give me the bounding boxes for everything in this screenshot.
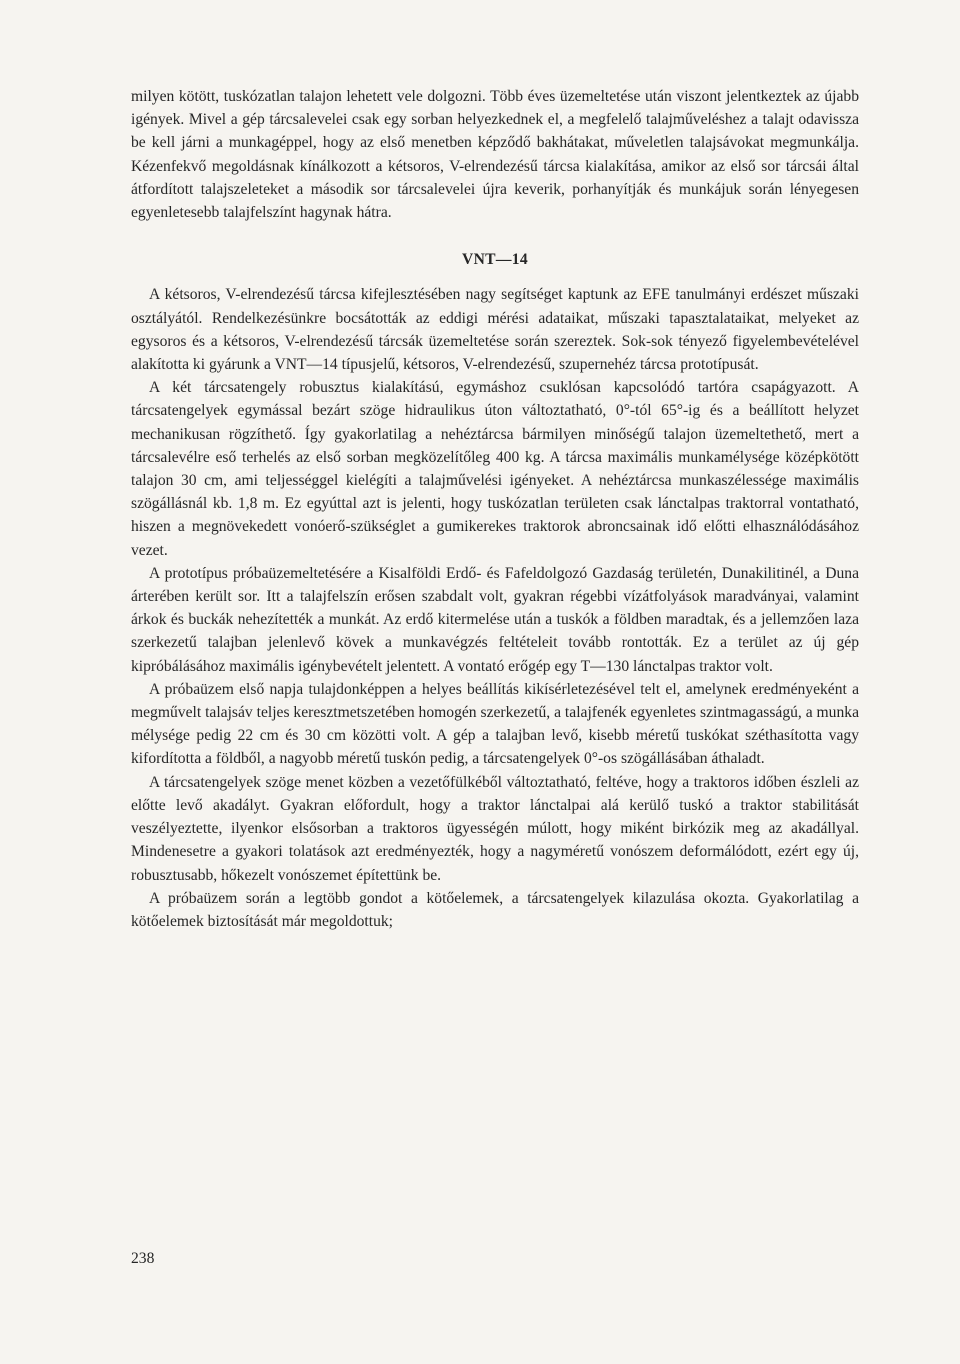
paragraph-3: A prototípus próbaüzemeltetésére a Kisalföldi Erdő- és Fafeldolgozó Gazdaság területén, Dunakilitinél, a Duna árterében került sor. Itt a talajfelszín erősen szabdalt volt, gyakran régebbi vízátfolyások maradványai, valamint árkok és buckák nehezítették a munkát. Az erdő kitermelése után a tuskók a földben maradtak, és a jellemzően laza szerkezetű talajban jelenlevő kövek a munkavégzés feltételeit tovább rontották. Ez a terület az új gép kipróbálásához maximális igénybevételt jelentett. A vontató erőgép egy T—130 lánctalpas traktor volt. bbox=[131, 564, 859, 675]
paragraph-intro: milyen kötött, tuskózatlan talajon lehetett vele dolgozni. Több éves üzemeltetése után viszont jelentkeztek az újabb igények. Mivel a gép tárcsalevelei csak egy sorban helyezkednek el, a megfelelő talajműveléshez a talajt odavissza be kell járni a munkagéppel, hogy az első menetben képződő bakhátakat, műveletlen talajsávokat megmunkálja. Kézenfekvő megoldásnak kínálkozott a kétsoros, V-elrendezésű tárcsa kialakítása, amikor az első sor tárcsái által átfordított talajszeleteket a második sor tárcsalevelei újra keverik, porhanyítják és munkájuk során lényegesen egyenletesebb talajfelszínt hagynak hátra. bbox=[131, 88, 859, 222]
paragraph-4: A próbaüzem első napja tulajdonképpen a helyes beállítás kikísérletezésével telt el, amelynek eredményeként a megművelt talajsáv teljes keresztmetszetében homogén szerkezetű, a talajfenék egyenletes szintmagasságú, a munka mélysége pedig 22 cm és 30 cm közötti volt. A gép a talajban levő, kisebb méretű tuskókat széthasította vagy kifordította a földből, a nagyobb méretű tuskón pedig, a tárcsatengelyek 0°-os szögállásában áthaladt. bbox=[131, 680, 859, 768]
paragraph-2: A két tárcsatengely robusztus kialakítású, egymáshoz csuklósan kapcsolódó tartóra csapágyazott. A tárcsatengelyek egymással bezárt szöge hidraulikus úton változtatható, 0°-tól 65°-ig és a beállított helyzet mechanikusan rögzíthető. Így gyakorlatilag a nehéztárcsa bármilyen minőségű talajon üzemeltethető, mert a tárcsalevélre eső terhelés az első sorban megközelítőleg 400 kg. A tárcsa maximális munkamélysége középkötött talajon 30 cm, ami teljességgel kielégíti a talajművelési igényeket. A nehéztárcsa munkaszélessége maximális szögállásnál kb. 1,8 m. Ez egyúttal azt is jelenti, hogy tuskózatlan területen csak lánctalpas traktorral vontatható, hiszen a megnövekedett vonóerő-szükséglet a gumikerekes traktorok abroncsainak idő előtti elhasználódásához vezet. bbox=[131, 379, 859, 559]
paragraph-1: A kétsoros, V-elrendezésű tárcsa kifejlesztésében nagy segítséget kaptunk az EFE tanulmányi erdészet műszaki osztályától. Rendelkezésünkre bocsátották az eddigi mérési adataikat, műszaki tapasztalataikat, melyeket az egysoros és a kétsoros, V-elrendezésű tárcsák üzemeltetése során szereztek. Sok-sok tényező figyelembevételével alakította ki gyárunk a VNT—14 típusjelű, kétsoros, V-elrendezésű, szupernehéz tárcsa prototípusát. bbox=[131, 286, 859, 374]
document-body bbox=[131, 85, 859, 933]
page-number: 238 bbox=[131, 1250, 155, 1267]
paragraph-5: A tárcsatengelyek szöge menet közben a vezetőfülkéből változtatható, feltéve, hogy a traktoros időben észleli az előtte levő akadályt. Gyakran előfordult, hogy a traktor lánctalpai alá kerülő tuskó a traktor stabilitását veszélyeztette, ilyenkor elsősorban a traktoros ügyességén múlott, hogy miként birkózik meg az akadállyal. Mindenesetre a gyakori tolatások azt eredményezték, hogy a nagyméretű vonószem deformálódott, ezért egy új, robusztusabb, hőkezelt vonószemet építettünk be. bbox=[131, 773, 859, 884]
section-heading: VNT—14 bbox=[462, 251, 528, 269]
paragraph-6: A próbaüzem során a legtöbb gondot a kötőelemek, a tárcsatengelyek kilazulása okozta. Gyakorlatilag a kötőelemek biztosítását már megoldottuk; bbox=[131, 889, 859, 930]
